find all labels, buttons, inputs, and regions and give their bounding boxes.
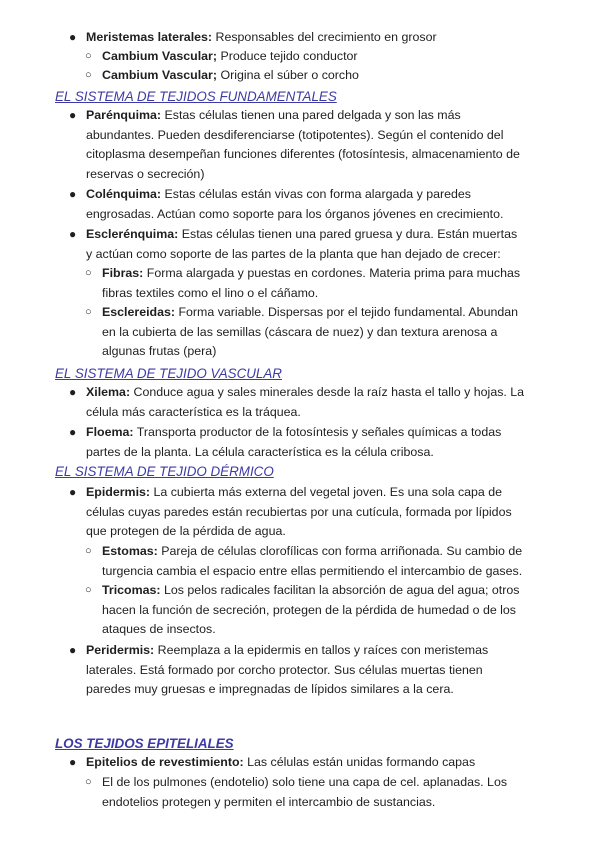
list-item-pulmones <box>85 773 586 812</box>
bullet-disc-icon: ● <box>69 30 77 44</box>
bullet-disc-icon: ● <box>69 755 77 769</box>
bullet-disc-icon: ● <box>69 227 77 241</box>
text-line: turgencia cambia el espacio entre ellas permitiendo el intercambio de gases. <box>102 563 523 578</box>
text-line: hacen la función de secreción, protegen de la pérdida de humedad o de los <box>102 602 517 617</box>
term-label: Floema: <box>86 425 134 439</box>
text-line: células cuyas paredes están recubiertas por una cutícula, formada por lípidos <box>86 504 512 519</box>
bullet-circle-icon: ○ <box>85 306 92 318</box>
term-label: Cambium Vascular; <box>102 68 218 82</box>
heading-tejidos-fundamentales: EL SISTEMA DE TEJIDOS FUNDAMENTALES <box>55 89 337 104</box>
text-line: La cubierta más externa del vegetal joven. Es una sola capa de <box>153 485 503 499</box>
bullet-circle-icon: ○ <box>85 69 92 81</box>
list-item-epidermis <box>69 483 586 542</box>
list-item-cambium-vascular-1 <box>85 47 586 67</box>
text-line: reservas o secreción) <box>86 166 205 181</box>
heading-tejido-dermico: EL SISTEMA DE TEJIDO DÉRMICO <box>55 464 274 479</box>
list-item-floema <box>69 423 586 462</box>
text-line: abundantes. Pueden desdiferenciarse (totipotentes). Según el contenido del <box>86 127 504 142</box>
list-item-colenquima <box>69 185 586 224</box>
list-item-esclerenquima <box>69 225 586 264</box>
text-line: laterales. Está formado por corcho protector. Sus células muertas tienen <box>86 662 483 677</box>
list-item-peridermis <box>69 641 586 700</box>
term-label: Peridermis: <box>86 643 155 657</box>
bullet-disc-icon: ● <box>69 425 77 439</box>
term-label: Esclerénquima: <box>86 227 179 241</box>
text-line: Pareja de células clorofílicas con forma arriñonada. Su cambio de <box>161 544 523 558</box>
text-line: Reemplaza a la epidermis en tallos y raíces con meristemas <box>157 643 489 657</box>
bullet-disc-icon: ● <box>69 108 77 122</box>
term-label: Meristemas laterales: <box>86 30 213 44</box>
bullet-circle-icon: ○ <box>85 267 92 279</box>
list-item-meristemas-laterales <box>69 28 586 48</box>
list-item-epitelios-revestimiento <box>69 753 586 773</box>
bullet-disc-icon: ● <box>69 187 77 201</box>
text-line: Las células están unidas formando capas <box>247 755 476 769</box>
term-label: Epitelios de revestimiento: <box>86 755 244 769</box>
term-label: Estomas: <box>102 544 158 558</box>
text-line: algunas frutas (pera) <box>102 344 217 359</box>
text-line: paredes muy gruesas e impregnadas de lípidos similares a la cera. <box>86 682 454 697</box>
bullet-circle-icon: ○ <box>85 776 92 788</box>
text-line: Estas células están vivas con forma alargada y paredes <box>164 187 471 201</box>
text-line: Estas células tienen una pared delgada y son las más <box>164 108 461 122</box>
text-line: Forma alargada y puestas en cordones. Materia prima para muchas <box>146 266 521 280</box>
term-label: Cambium Vascular; <box>102 49 218 63</box>
bullet-disc-icon: ● <box>69 485 77 499</box>
text-line: Estas células tienen una pared gruesa y dura. Están muertas <box>181 227 518 241</box>
text-line: El de los pulmones (endotelio) solo tiene una capa de cel. aplanadas. Los <box>102 775 508 789</box>
term-label: Tricomas: <box>102 583 161 597</box>
text-line: fibras textiles como el lino o el cáñamo. <box>102 285 319 300</box>
list-item-tricomas <box>85 581 586 640</box>
text-line: citoplasma desempeñan funciones diferentes (fotosíntesis, almacenamiento de <box>86 147 520 162</box>
list-item-xilema <box>69 383 586 422</box>
term-label: Esclereidas: <box>102 305 176 319</box>
text-line: y actúan como soporte de las partes de la planta que han dejado de crecer: <box>86 246 501 261</box>
text-line: Transporta productor de la fotosíntesis y señales químicas a todas <box>136 425 502 439</box>
list-item-parenquima <box>69 106 586 184</box>
bullet-circle-icon: ○ <box>85 50 92 62</box>
list-item-cambium-vascular-2 <box>85 66 586 86</box>
text-line: Origina el súber o corcho <box>220 68 359 82</box>
list-item-fibras <box>85 264 586 303</box>
text-line: endotelios protegen y permiten el intercambio de sustancias. <box>102 794 436 809</box>
text-line: Responsables del crecimiento en grosor <box>215 30 437 44</box>
text-line: Forma variable. Dispersas por el tejido fundamental. Abundan <box>178 305 519 319</box>
bullet-disc-icon: ● <box>69 385 77 399</box>
heading-tejidos-epiteliales: LOS TEJIDOS EPITELIALES <box>55 736 234 751</box>
text-line: en la cubierta de las semillas (cáscara de nuez) y dan textura arenosa a <box>102 324 498 339</box>
text-line: Los pelos radicales facilitan la absorción de agua del agua; otros <box>164 583 520 597</box>
bullet-circle-icon: ○ <box>85 584 92 596</box>
term-label: Parénquima: <box>86 108 162 122</box>
term-label: Colénquima: <box>86 187 162 201</box>
text-line: engrosadas. Actúan como soporte para los órganos jóvenes en crecimiento. <box>86 206 504 221</box>
term-label: Xilema: <box>86 385 131 399</box>
term-label: Fibras: <box>102 266 144 280</box>
text-line: ataques de insectos. <box>102 622 216 637</box>
text-line: célula más característica es la tráquea. <box>86 404 301 419</box>
bullet-circle-icon: ○ <box>85 545 92 557</box>
heading-tejido-vascular: EL SISTEMA DE TEJIDO VASCULAR <box>55 366 282 381</box>
text-line: partes de la planta. La célula característica es la célula cribosa. <box>86 444 434 459</box>
list-item-estomas <box>85 542 586 581</box>
text-line: Produce tejido conductor <box>220 49 358 63</box>
bullet-disc-icon: ● <box>69 643 77 657</box>
term-label: Epidermis: <box>86 485 151 499</box>
text-line: que protegen de la pérdida de agua. <box>86 524 286 539</box>
text-line: Conduce agua y sales minerales desde la raíz hasta el tallo y hojas. La <box>133 385 525 399</box>
list-item-esclereidas <box>85 303 586 362</box>
